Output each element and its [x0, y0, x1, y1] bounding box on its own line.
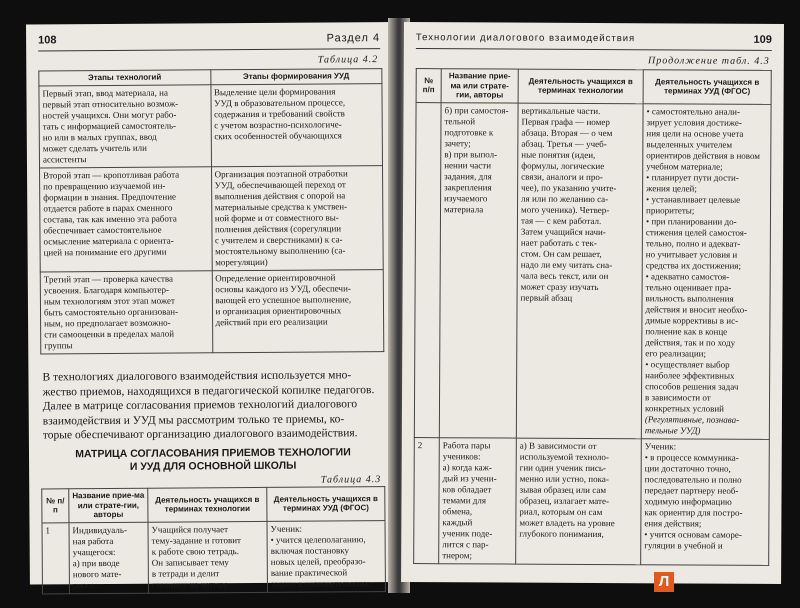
table-row [39, 83, 383, 167]
matrix-title: МАТРИЦА СОГЛАСОВАНИЯ ПРИЕМОВ ТЕХНОЛОГИИ И УУД ДЛЯ ОСНОВНОЙ ШКОЛЫ [75, 446, 351, 473]
t43c-r2-uud: Ученик: • в процессе коммуника- ции достаточно точно, последовательно и полно передает партнеру необ- ходимую информацию как ориентир для постро- ения действия; • учится основам саморе- гуляции в учебной и [641, 438, 770, 565]
section-label: Раздел 4 [326, 32, 381, 45]
t42-r3-c2: Определение ориентировочной основы каждого из УУД, обеспечи- вающей его успешное выполнение, и организация ориентировочных действий при его реализации [212, 269, 384, 352]
table-4-3 [41, 486, 386, 594]
t42-header-stages: Этапы технологий [39, 70, 211, 86]
t43c-r1-uud: • самостоятельно анали- зирует условия достиже- ния цели на основе учета выделенных учителем ориентиров действия в новом учебном материале; • планирует пути дости- жения целей; • устанавливает целевые приоритеты; • при планировании до- стижения целей самостоя- тельно, полно и адекват- но учитывает условия и средства их достижения; • адекватно самостоя- тельно оценивает пра- вильность выполнения действия и вносит необхо- димые коррективы в ис- полнение как в конце действия, так и по ходу его реализации; • осуществляет выбор наиболее эффективных способов решения задач в зависимости от конкретных условий (Регулятивные, познава- тельные УУД) [641, 103, 771, 439]
table-4-3-continued [413, 68, 772, 565]
running-head-title: Технологии диалогового взаимодействия [415, 32, 636, 45]
table-row [414, 437, 770, 565]
table-row [42, 520, 385, 593]
t43c-header-name: Название прие-ма или страте-гии, авторы [441, 69, 518, 103]
t43c-r1-name: б) при самостоя- тельной подготовке к зачету; в) при выпол- нении части задания, для закрепления изучаемого материала [439, 102, 518, 437]
table-4-3-caption: Таблица 4.3 [320, 474, 382, 486]
t43c-header-tech: Деятельность учащихся в терминах технологии [518, 69, 643, 103]
t43-header-tech: Деятельность учащихся в терминах технологии [148, 487, 267, 521]
t43c-r2-name: Работа пары учеников: а) когда каж- дый из учени- ков обладает темами для обмена, каждый ученик поде- лится с пар- тнером; [439, 437, 517, 563]
table-row [40, 269, 384, 353]
t43c-r1-num [414, 102, 441, 437]
continuation-caption: Продолжение табл. 4.3 [648, 55, 770, 67]
t43-header-name: Название прие-ма или страте-гии, авторы [69, 488, 148, 522]
table-4-2-caption: Таблица 4.2 [317, 54, 379, 66]
t43c-r2-num: 2 [414, 437, 440, 563]
t43-r1-num: 1 [42, 522, 69, 593]
right-page [401, 22, 784, 584]
t43c-header-num: № п/п [416, 69, 441, 103]
right-running-head [416, 32, 772, 51]
t42-r1-c2: Выделение цели формирования УУД в образовательном процессе, содержания и требований свойств с учетом возрастно-психологиче- ских особенностей обучающихся [210, 83, 382, 166]
t43-r1-uud: Ученик: • учится целеполаганию, включая постановку новых целей, преобразо- вание практической задачи в познавательную; [267, 520, 385, 592]
page-number-right: 109 [753, 33, 772, 46]
t42-header-uud: Этапы формирования УУД [210, 69, 382, 85]
page-number-left: 108 [38, 34, 57, 47]
t43-header-uud: Деятельность учащихся в терминах УУД (ФГОС) [267, 487, 385, 521]
t43-header-num: № п/п [42, 489, 69, 523]
table-row [40, 165, 384, 271]
t43c-r2-tech: а) В зависимости от используемой техноло- гии один ученик пись- менно или устно, пока- зывая образец или сам образец, излагает мате- риал, которым он сам может владеть на уровне глубокого понимания, [516, 438, 642, 565]
t43-r1-name: Индивидуаль- ная работа учащегося: а) при вводе нового мате- риала; [69, 522, 148, 594]
t43c-r1-tech: вертикальные части. Первая графа — номер абзаца. Вторая — о чем абзац. Третья — учеб- ные понятия (идеи, формулы, логические связи, аналоги и про- чее), по указанию учите- ля или по желанию са- мого ученика). Четвер- тая — с кем работал. Затем учащийся начи- нает работать с тек- стом. Он сам решает, надо ли ему читать сна- чала весь текст, или он может сразу изучать первый абзац [516, 103, 643, 439]
t42-r1-c1: Первый этап, ввод материала, на первый этап относительно возмож- ностей учащихся. Они могут рабо- тать с информацией самостоятель- но или в малых группах, ввод может сделать учитель или ассистенты [39, 84, 211, 167]
body-paragraph: В технологиях диалогового взаимодействия используется мно- жество приемов, находящихся в педагогической копилке педагогов. Далее в матрице согласования приемов технологий диалогового взаимодействия и УУД мы рассмотрим только те приемы, ко- торые обеспечивают организацию диалогового взаимодействия. [42, 369, 375, 442]
left-running-head [38, 32, 380, 51]
t43c-header-uud: Деятельность учащихся в терминах УУД (ФГОС) [643, 70, 771, 104]
t43-r1-tech: Учащийся получает тему-задание и готовит к работе свою тетрадь. Он записывает тему в тетради и делит страницу на четыре [148, 521, 267, 593]
publisher-logo: Л [654, 572, 674, 592]
t42-r2-c2: Организация поэтапной отработки УУД, обеспечивающей переход от выполнения действия с опорой на материальные средства к умствен- ной форме и от совместного вы- полнения действия (сорегуляции с учителем и сверстниками) к са- мостоятельному выполнению (са- морегуляции) [211, 165, 383, 270]
t42-r2-c1: Второй этап — кропотливая работа по превращению изучаемой ин- формации в знания. Предпочтение отдается работе в парах сменного состава, так как именно эта работа обеспечивает самостоятельное осмысление материала с ориента- цией на понимание его другими [40, 166, 212, 271]
table-4-2 [38, 68, 384, 354]
left-page [26, 22, 396, 590]
table-row [414, 102, 771, 439]
t42-r3-c1: Третий этап — проверка качества усвоения. Благодаря компьютер- ным технологиям этот этап может быть самостоятельно организован- ным, но предполагает возможно- сти самооценки в пределах малой группы [40, 270, 212, 353]
